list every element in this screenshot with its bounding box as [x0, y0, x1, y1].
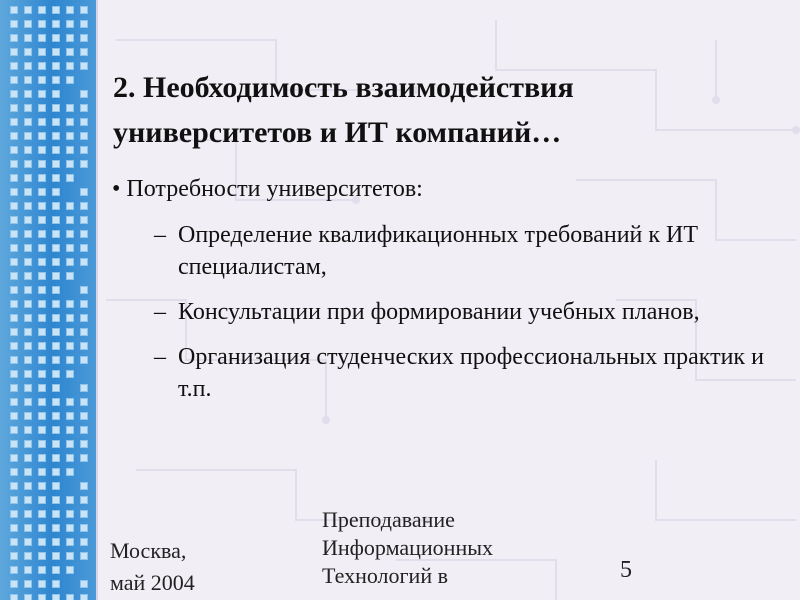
strip-square [52, 454, 60, 462]
strip-square [10, 216, 18, 224]
strip-square [38, 356, 46, 364]
strip-square [38, 76, 46, 84]
strip-square [38, 230, 46, 238]
strip-square [10, 146, 18, 154]
strip-square [38, 496, 46, 504]
sub-item-curriculum [154, 296, 774, 328]
strip-square [10, 300, 18, 308]
strip-square [66, 62, 74, 70]
strip-square [80, 62, 88, 70]
strip-square [52, 538, 60, 546]
strip-square [80, 440, 88, 448]
strip-square [10, 272, 18, 280]
strip-square [66, 216, 74, 224]
strip-square [10, 160, 18, 168]
strip-square [24, 468, 32, 476]
strip-square [24, 314, 32, 322]
strip-square [38, 580, 46, 588]
strip-square [52, 118, 60, 126]
strip-square [66, 468, 74, 476]
strip-square [10, 342, 18, 350]
strip-square [10, 496, 18, 504]
strip-square [10, 90, 18, 98]
strip-square [10, 594, 18, 600]
strip-square [80, 580, 88, 588]
strip-square [10, 510, 18, 518]
strip-square [38, 398, 46, 406]
strip-square [66, 342, 74, 350]
strip-square [66, 104, 74, 112]
strip-square [80, 524, 88, 532]
strip-square [52, 510, 60, 518]
strip-square [38, 272, 46, 280]
strip-square [80, 258, 88, 266]
strip-square [66, 20, 74, 28]
strip-square [52, 62, 60, 70]
strip-square [10, 370, 18, 378]
strip-square [10, 188, 18, 196]
strip-square [38, 48, 46, 56]
strip-square [66, 174, 74, 182]
strip-square [80, 552, 88, 560]
strip-square [38, 552, 46, 560]
strip-square [80, 356, 88, 364]
strip-square [38, 314, 46, 322]
strip-square [10, 174, 18, 182]
strip-square [52, 342, 60, 350]
strip-square [38, 594, 46, 600]
strip-square [52, 6, 60, 14]
strip-square [52, 524, 60, 532]
strip-square [24, 552, 32, 560]
strip-square [80, 6, 88, 14]
strip-square [38, 216, 46, 224]
strip-square [10, 104, 18, 112]
strip-square [52, 384, 60, 392]
strip-square [66, 454, 74, 462]
strip-square [66, 300, 74, 308]
strip-square [38, 468, 46, 476]
strip-square [38, 202, 46, 210]
strip-square [66, 146, 74, 154]
strip-square [80, 132, 88, 140]
strip-square [38, 384, 46, 392]
strip-square [66, 34, 74, 42]
sub-bullet-list [154, 219, 774, 418]
strip-square [80, 384, 88, 392]
strip-square [38, 104, 46, 112]
strip-square [80, 202, 88, 210]
strip-square [80, 188, 88, 196]
strip-square [10, 482, 18, 490]
strip-square [24, 328, 32, 336]
strip-square [52, 104, 60, 112]
strip-square [24, 20, 32, 28]
strip-square [80, 216, 88, 224]
strip-square [80, 286, 88, 294]
strip-square [24, 244, 32, 252]
strip-square [52, 426, 60, 434]
strip-square [80, 300, 88, 308]
strip-square [24, 538, 32, 546]
strip-square [10, 566, 18, 574]
slide-title: 2. Необходимость взаимодействия университетов и ИТ компаний… [113, 71, 574, 149]
strip-square [66, 244, 74, 252]
strip-square [24, 384, 32, 392]
strip-square [24, 90, 32, 98]
strip-square [38, 258, 46, 266]
strip-square [24, 342, 32, 350]
strip-square [66, 118, 74, 126]
strip-square [10, 398, 18, 406]
strip-square [80, 538, 88, 546]
strip-square [24, 132, 32, 140]
strip-square [10, 314, 18, 322]
footer-city: Москва, [110, 538, 187, 563]
strip-square [66, 594, 74, 600]
strip-square [52, 76, 60, 84]
strip-square [52, 552, 60, 560]
strip-square [52, 580, 60, 588]
bullet-text: Потребности университетов: [126, 176, 423, 202]
strip-square [52, 356, 60, 364]
strip-square [24, 398, 32, 406]
strip-square [24, 454, 32, 462]
strip-square [66, 314, 74, 322]
strip-square [66, 202, 74, 210]
strip-square [10, 258, 18, 266]
strip-square [38, 510, 46, 518]
strip-square [38, 454, 46, 462]
strip-square [10, 286, 18, 294]
strip-square [10, 440, 18, 448]
strip-square [80, 230, 88, 238]
strip-square [38, 118, 46, 126]
strip-square [52, 300, 60, 308]
strip-square [10, 202, 18, 210]
footer-topic-line2: Информационных [322, 535, 493, 560]
strip-square [24, 258, 32, 266]
strip-square [52, 370, 60, 378]
strip-square [24, 76, 32, 84]
footer-topic-line1: Преподавание [322, 507, 455, 532]
strip-square [52, 202, 60, 210]
strip-square [38, 244, 46, 252]
strip-square [80, 20, 88, 28]
strip-square [66, 412, 74, 420]
strip-square [80, 328, 88, 336]
strip-square [24, 146, 32, 154]
strip-square [66, 230, 74, 238]
strip-square [52, 48, 60, 56]
strip-square [80, 594, 88, 600]
strip-square [80, 90, 88, 98]
dash-glyph: – [154, 222, 166, 248]
strip-square [80, 104, 88, 112]
strip-square [10, 62, 18, 70]
footer-topic [322, 506, 493, 590]
strip-square [24, 524, 32, 532]
strip-square [38, 34, 46, 42]
strip-square [66, 328, 74, 336]
strip-square [10, 468, 18, 476]
strip-square [52, 258, 60, 266]
strip-square [38, 20, 46, 28]
footer-topic-line3: Технологий в [322, 563, 448, 588]
strip-square [52, 440, 60, 448]
dash-glyph: – [154, 299, 166, 325]
strip-square [80, 160, 88, 168]
sub-item-text: Определение квалификационных требований к ИТ специалистам, [178, 222, 699, 280]
strip-square [10, 552, 18, 560]
strip-square [24, 118, 32, 126]
strip-square [24, 594, 32, 600]
strip-square [24, 272, 32, 280]
strip-square [24, 62, 32, 70]
strip-square [80, 34, 88, 42]
strip-square [38, 286, 46, 294]
strip-square [52, 230, 60, 238]
strip-square [38, 566, 46, 574]
strip-square [10, 454, 18, 462]
strip-square [24, 300, 32, 308]
strip-square [10, 118, 18, 126]
strip-square [10, 244, 18, 252]
strip-square [66, 440, 74, 448]
strip-square [24, 202, 32, 210]
strip-square [52, 174, 60, 182]
strip-square [24, 6, 32, 14]
strip-square [52, 160, 60, 168]
strip-square [38, 440, 46, 448]
strip-square [66, 524, 74, 532]
strip-square [66, 370, 74, 378]
bullet-glyph: • [112, 176, 121, 202]
strip-square [24, 160, 32, 168]
strip-square [10, 426, 18, 434]
strip-square [52, 314, 60, 322]
strip-square [52, 496, 60, 504]
strip-square [38, 426, 46, 434]
strip-square [24, 496, 32, 504]
strip-square [24, 188, 32, 196]
strip-square [10, 48, 18, 56]
strip-square [24, 510, 32, 518]
bullet-universities-needs [112, 172, 423, 206]
strip-square [24, 104, 32, 112]
strip-square [52, 20, 60, 28]
strip-square [10, 6, 18, 14]
strip-square [52, 566, 60, 574]
strip-square [10, 34, 18, 42]
strip-square [38, 412, 46, 420]
strip-square [24, 426, 32, 434]
strip-square [80, 48, 88, 56]
strip-square [10, 230, 18, 238]
strip-square [80, 482, 88, 490]
strip-square [10, 132, 18, 140]
strip-square [38, 300, 46, 308]
footer-date: май 2004 [110, 570, 195, 595]
strip-square [80, 244, 88, 252]
strip-square [10, 538, 18, 546]
strip-square [10, 356, 18, 364]
strip-square [66, 566, 74, 574]
strip-square [80, 412, 88, 420]
sub-item-internships [154, 341, 774, 405]
strip-square [24, 286, 32, 294]
strip-square [24, 34, 32, 42]
decorative-side-strip [0, 0, 96, 600]
strip-square [66, 510, 74, 518]
strip-square [10, 524, 18, 532]
strip-square [38, 538, 46, 546]
footer-location-date [110, 535, 195, 599]
strip-square [52, 34, 60, 42]
strip-square [80, 118, 88, 126]
strip-square [24, 440, 32, 448]
strip-square [38, 6, 46, 14]
strip-square [80, 398, 88, 406]
strip-square [66, 76, 74, 84]
strip-square [80, 342, 88, 350]
strip-square [52, 286, 60, 294]
strip-square [66, 272, 74, 280]
strip-square [66, 6, 74, 14]
strip-square [24, 370, 32, 378]
strip-square [66, 552, 74, 560]
strip-square [24, 356, 32, 364]
strip-square [38, 482, 46, 490]
strip-square [66, 258, 74, 266]
strip-square [52, 412, 60, 420]
strip-square [10, 76, 18, 84]
strip-square [52, 272, 60, 280]
strip-square [24, 566, 32, 574]
strip-square [38, 370, 46, 378]
strip-square [52, 594, 60, 600]
sub-item-text: Организация студенческих профессиональных практик и т.п. [178, 344, 764, 402]
strip-square [52, 188, 60, 196]
strip-square [38, 342, 46, 350]
strip-square [52, 146, 60, 154]
strip-square [38, 524, 46, 532]
strip-square [10, 580, 18, 588]
sub-item-qualification [154, 219, 774, 283]
strip-square [52, 398, 60, 406]
strip-square [38, 146, 46, 154]
strip-square [24, 580, 32, 588]
sub-item-text: Консультации при формировании учебных планов, [178, 299, 700, 325]
strip-square [24, 482, 32, 490]
strip-square [24, 230, 32, 238]
strip-square [80, 510, 88, 518]
strip-square [38, 90, 46, 98]
strip-square [66, 48, 74, 56]
strip-square [52, 328, 60, 336]
strip-square [52, 244, 60, 252]
strip-square [66, 538, 74, 546]
strip-square [24, 48, 32, 56]
strip-square [38, 160, 46, 168]
strip-square [80, 146, 88, 154]
strip-square [52, 482, 60, 490]
strip-square [66, 356, 74, 364]
page-number: 5 [620, 557, 632, 583]
strip-square [38, 174, 46, 182]
strip-square [66, 132, 74, 140]
strip-square [80, 314, 88, 322]
strip-square [24, 216, 32, 224]
strip-square [38, 132, 46, 140]
strip-square [38, 188, 46, 196]
strip-square [52, 90, 60, 98]
strip-square [24, 412, 32, 420]
strip-square [66, 426, 74, 434]
strip-square [52, 468, 60, 476]
strip-square [10, 384, 18, 392]
strip-square [10, 412, 18, 420]
strip-square [10, 328, 18, 336]
strip-square [66, 160, 74, 168]
strip-square [66, 398, 74, 406]
strip-square [80, 496, 88, 504]
strip-square [10, 20, 18, 28]
strip-square [38, 328, 46, 336]
strip-square [38, 62, 46, 70]
strip-square [80, 454, 88, 462]
strip-square [52, 132, 60, 140]
dash-glyph: – [154, 344, 166, 370]
strip-square [66, 496, 74, 504]
strip-square [52, 216, 60, 224]
strip-square [80, 426, 88, 434]
strip-square [24, 174, 32, 182]
